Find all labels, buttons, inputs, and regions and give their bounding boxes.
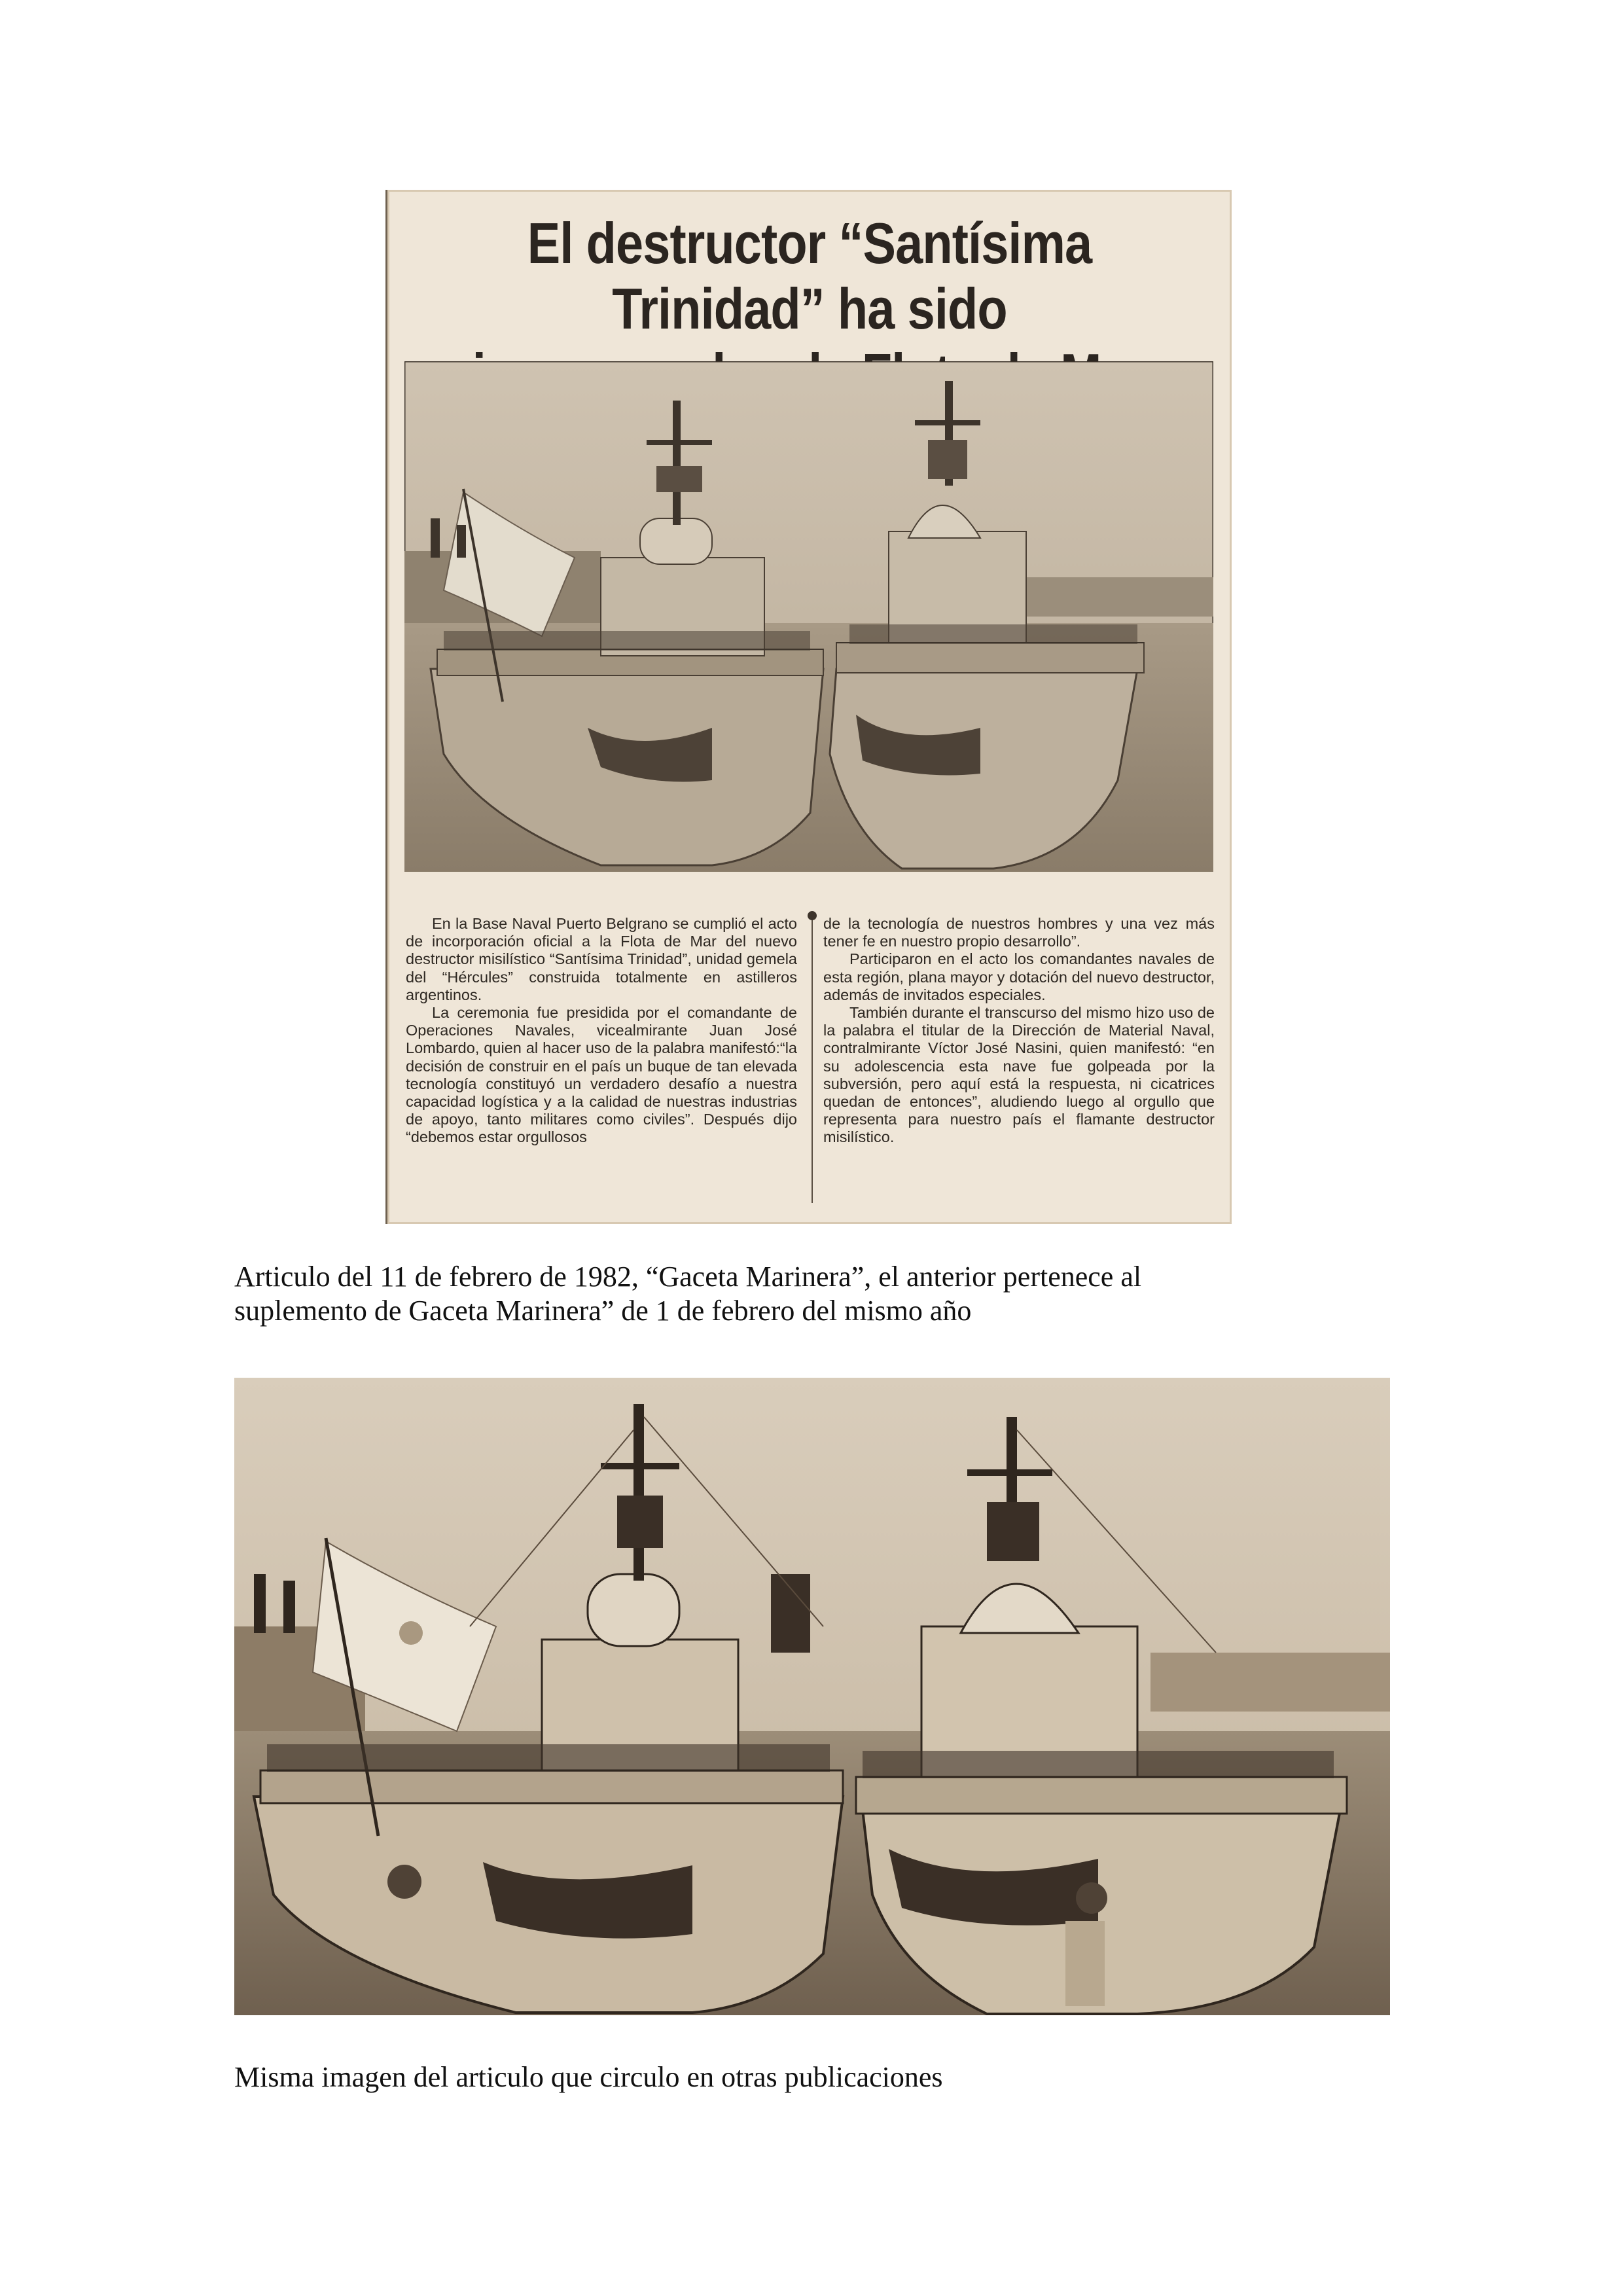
caption-top	[234, 1260, 1412, 1328]
article-column-right	[823, 915, 1215, 1147]
newspaper-clipping	[387, 190, 1232, 1224]
article-body	[406, 915, 1215, 1216]
paragraph: En la Base Naval Puerto Belgrano se cumplió el acto de incorporación oficial a la Flota de Mar del nuevo destructor misilístico “Santísima Trinidad”, unidad gemela del “Hércules” construida totalmente en astilleros argentinos.	[406, 915, 797, 1003]
article-column-left	[406, 915, 797, 1147]
column-divider-dot	[808, 911, 817, 920]
ship-photo	[234, 1378, 1390, 2015]
clipping-edge	[385, 190, 387, 1224]
clipping-photo	[404, 361, 1213, 872]
column-divider	[812, 915, 813, 1203]
paragraph: La ceremonia fue presidida por el comandante de Operaciones Navales, vicealmirante Juan José Lombardo, quien al hacer uso de la palabra manifestó:“la decisión de construir en el país un buque de tan elevada tecnología constituyó un verdadero desafío a nuestra capacidad logística y a la calidad de nuestras industrias de apoyo, tanto militares como civiles”. Después dijo “debemos estar orgullosos	[406, 1004, 797, 1146]
caption-bottom: Misma imagen del articulo que circulo en otras publicaciones	[234, 2061, 943, 2093]
paragraph: de la tecnología de nuestros hombres y una vez más tener fe en nuestro propio desarrollo”.	[823, 915, 1215, 950]
clipping-headline: El destructor “Santísima Trinidad” ha sido	[527, 211, 1092, 341]
caption-line: suplemento de Gaceta Marinera” de 1 de febrero del mismo año	[234, 1295, 972, 1327]
paragraph: También durante el transcurso del mismo hizo uso de la palabra el titular de la Dirección de Material Naval, contralmirante Víctor José Nasini, quien manifestó: “en su adolescencia esta nave fue golpeada por la subversión, pero aquí está la respuesta, ni cicatrices quedan de entonces”, aludiendo luego al orgullo que representa para nuestro país el flamante destructor misilístico.	[823, 1004, 1215, 1146]
caption-line: Articulo del 11 de febrero de 1982, “Gaceta Marinera”, el anterior pertenece al	[234, 1261, 1142, 1293]
paragraph: Participaron en el acto los comandantes navales de esta región, plana mayor y dotación del nuevo destructor, además de invitados especiales.	[823, 950, 1215, 1003]
